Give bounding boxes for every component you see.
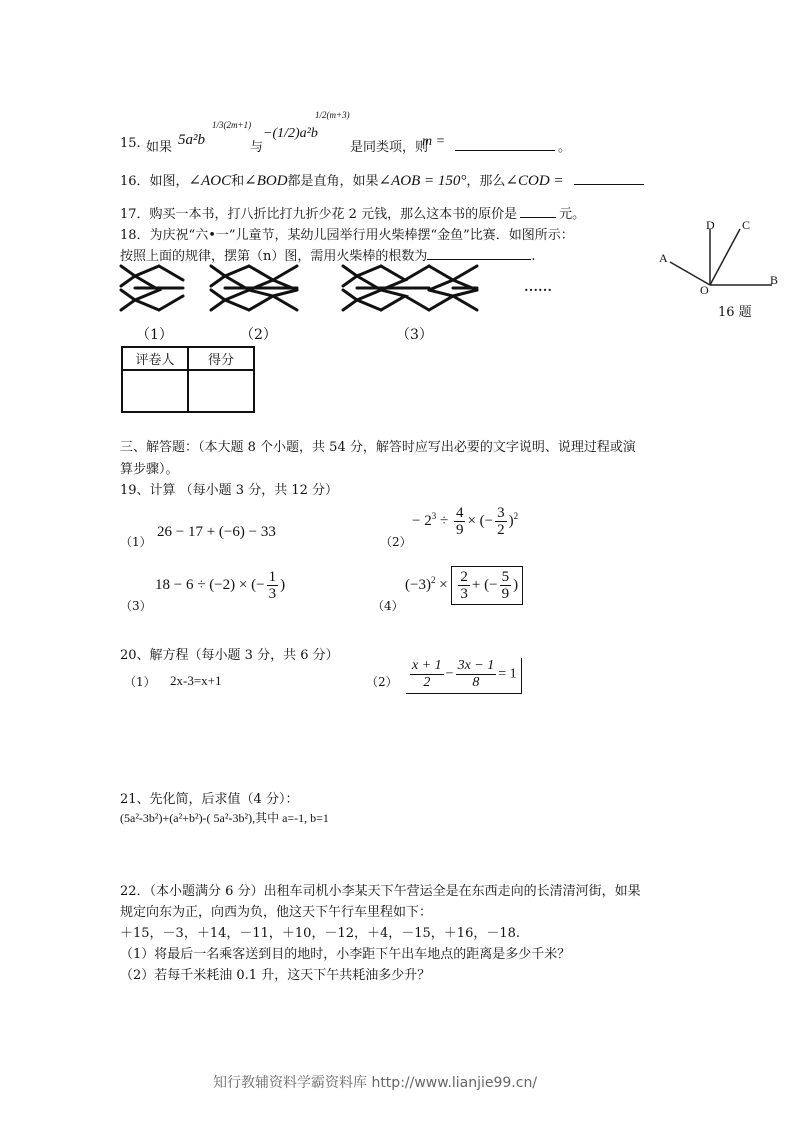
q15-end: 。 bbox=[558, 140, 572, 155]
q20-p2-frac2: $\frac{3x - 1}{8}$ bbox=[457, 658, 495, 690]
q15-pre: 如果 bbox=[146, 140, 173, 155]
q20-p2-label: （2） bbox=[366, 675, 398, 689]
section3-line2: 算步骤）。 bbox=[120, 462, 179, 477]
q17-answer-blank[interactable] bbox=[520, 205, 556, 218]
q20-p1-expr: 2x-3=x+1 bbox=[170, 673, 222, 688]
q19-p4-frac1: $\frac{2}{3}$ bbox=[460, 569, 468, 602]
q19-p4-bracket bbox=[451, 566, 523, 605]
q16-text1: 16．如图， bbox=[120, 174, 189, 189]
matchstick-figures bbox=[115, 262, 565, 322]
q19-p2-expr bbox=[412, 505, 518, 538]
section3-line1: 三、解答题：（本大题 8 个小题，共 54 分，解答时应写出必要的文字说明、说理过程或演 bbox=[120, 440, 636, 455]
q21-expr: (5a²-3b²)+(a²+b²)-( 5a²-3b²),其中 a=-1, b=1 bbox=[120, 811, 329, 825]
q19-p2-a-exp: 3 bbox=[431, 510, 437, 521]
q15-mid: 与 bbox=[250, 140, 264, 155]
q19-p2-a: − 2 bbox=[412, 512, 432, 529]
q16-angle-aob: ∠AOB = 150° bbox=[378, 173, 467, 189]
fish-figure-1 bbox=[121, 266, 183, 310]
score-cell[interactable] bbox=[188, 370, 254, 412]
q15-term1: 5a²b bbox=[178, 132, 205, 148]
q19-p2-d: ) bbox=[508, 512, 514, 529]
grader-cell[interactable] bbox=[122, 370, 188, 412]
q19-p4-expr bbox=[405, 566, 523, 605]
q18-label-2: （2） bbox=[240, 327, 277, 343]
q19-p2-d-exp: 2 bbox=[513, 510, 519, 521]
fish-figure-3 bbox=[343, 266, 477, 310]
q19-p3-b: ) bbox=[280, 576, 286, 593]
q20-p2-expr bbox=[406, 658, 522, 694]
q19-p3-expr bbox=[155, 569, 285, 602]
point-label-d: D bbox=[706, 218, 715, 232]
q19-p4-a-exp: 2 bbox=[430, 574, 436, 585]
q15-exp2: 1/2(m+3) bbox=[315, 110, 350, 120]
q17-text: 17．购买一本书，打八折比打九折少花 2 元钱，那么这本书的原价是 bbox=[120, 207, 518, 222]
q18-line1: 18．为庆祝“六•一”儿童节，某幼儿园举行用火柴棒摆“金鱼”比赛．如图所示： bbox=[120, 228, 574, 243]
grader-header: 评卷人 bbox=[122, 347, 188, 370]
point-label-b: B bbox=[770, 273, 779, 287]
q17-end: 元。 bbox=[559, 207, 586, 222]
ray-oa bbox=[670, 262, 710, 285]
q19-p4-label: （4） bbox=[372, 599, 404, 613]
q20-p2-frac1: $\frac{x + 1}{2}$ bbox=[412, 658, 442, 690]
q19-p4-c: + (− bbox=[471, 576, 498, 593]
q22-line4: （1）将最后一名乘客送到目的地时，小李距下午出车地点的距离是多少千米？ bbox=[120, 947, 571, 962]
q16-angle-aoc: ∠AOC bbox=[188, 173, 232, 189]
figure-caption: 16 题 bbox=[718, 305, 752, 320]
ray-oc bbox=[710, 229, 740, 285]
q19-p2-frac1: $\frac{4}{9}$ bbox=[455, 505, 464, 538]
q19-p1-expr: 26 − 17 + (−6) − 33 bbox=[157, 524, 276, 540]
q15-post: 是同类项，则 bbox=[350, 140, 429, 155]
score-table bbox=[121, 346, 255, 413]
q22-line2: 规定向东为正，向西为负，他这天下午行车里程如下： bbox=[120, 905, 433, 920]
q20-p1-label: （1） bbox=[124, 675, 156, 689]
q16 bbox=[120, 170, 644, 190]
q18-label-3: （3） bbox=[396, 327, 433, 343]
q15-answer-blank[interactable] bbox=[455, 138, 555, 151]
q19-p3-frac: $\frac{1}{3}$ bbox=[268, 569, 277, 602]
score-header: 得分 bbox=[188, 347, 254, 370]
q18-question: 按照上面的规律，摆第（n）图，需用火柴棒的根数为 bbox=[120, 249, 428, 264]
q19-p1-label: （1） bbox=[120, 535, 152, 549]
q19-p2-label: （2） bbox=[380, 535, 412, 549]
q16-angle-cod: ∠COD = bbox=[505, 173, 564, 189]
q20-p2-minus: − bbox=[445, 666, 454, 682]
q19-p4-d: ) bbox=[513, 576, 519, 593]
q22-line3: ＋15，－3，＋14，－11，＋10，－12，＋4，－15，＋16，－18. bbox=[120, 926, 521, 941]
q21-title: 21、先化简，后求值（4 分）： bbox=[120, 792, 299, 807]
q19-p4-frac2: $\frac{5}{9}$ bbox=[501, 569, 510, 602]
q16-and: 和 bbox=[231, 174, 245, 189]
q20-title: 20、解方程（每小题 3 分，共 6 分） bbox=[120, 648, 339, 663]
q20-p2-eq: = 1 bbox=[498, 666, 517, 682]
q19-p2-op: ÷ bbox=[439, 512, 449, 529]
angle-figure-16 bbox=[652, 215, 782, 320]
q18-answer-blank[interactable] bbox=[427, 247, 531, 260]
q18-dots: …… bbox=[524, 280, 552, 295]
q19-p2-frac2: $\frac{3}{2}$ bbox=[497, 505, 505, 538]
q15-number: 15. bbox=[120, 136, 141, 151]
q19-p2-c: × (− bbox=[467, 512, 494, 529]
q19-p4-a: (−3) bbox=[405, 576, 431, 593]
q19-p3-a: 18 − 6 ÷ (−2) × (− bbox=[155, 576, 265, 593]
q15-exp1: 1/3(2m+1) bbox=[212, 120, 252, 130]
q19-p3-label: （3） bbox=[120, 599, 152, 613]
point-label-c: C bbox=[742, 218, 751, 232]
q18-label-1: （1） bbox=[136, 327, 173, 343]
q16-text3: ，那么 bbox=[466, 174, 506, 189]
q22-line1: 22．（本小题满分 6 分）出租车司机小李某天下午营运全是在东西走向的长清清河街，如果 bbox=[120, 884, 641, 899]
q15-var: m = bbox=[422, 134, 446, 149]
q19-p4-op: × bbox=[439, 576, 448, 593]
q16-angle-bod: ∠BOD bbox=[244, 173, 288, 189]
q17 bbox=[120, 203, 585, 222]
footer-watermark: 知行教辅资料学霸资料库 http://www.lianjie99.cn/ bbox=[213, 1075, 538, 1091]
q16-answer-blank[interactable] bbox=[574, 172, 644, 185]
q15-term2: −(1/2)a²b bbox=[263, 126, 318, 141]
q16-text2: 都是直角，如果 bbox=[287, 174, 379, 189]
q19-title: 19、计算 （每小题 3 分，共 12 分） bbox=[120, 483, 339, 498]
point-label-o: O bbox=[700, 283, 709, 297]
fish-figure-2 bbox=[211, 266, 297, 310]
point-label-a: A bbox=[659, 251, 668, 265]
q22-line5: （2）若每千米耗油 0.1 升，这天下午共耗油多少升？ bbox=[120, 968, 431, 983]
q18-end: . bbox=[531, 249, 536, 264]
